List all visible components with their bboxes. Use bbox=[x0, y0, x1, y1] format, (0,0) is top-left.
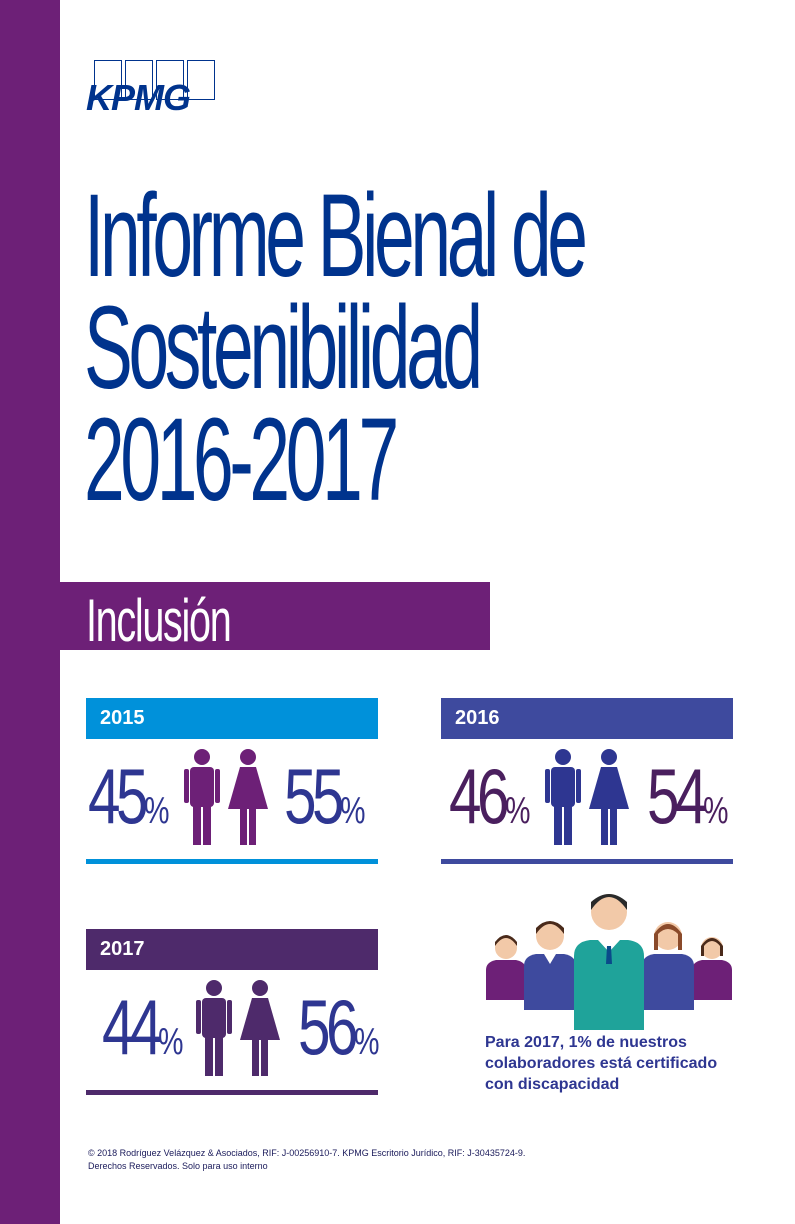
female-icon bbox=[589, 749, 629, 845]
people-group-illustration bbox=[484, 890, 736, 1030]
female-percentage: 56% bbox=[298, 983, 380, 1071]
copyright-footer bbox=[88, 1147, 648, 1173]
person-icon bbox=[642, 922, 694, 1010]
person-icon bbox=[486, 935, 526, 1000]
year-label: 2015 bbox=[86, 698, 378, 739]
male-percentage: 45% bbox=[88, 752, 170, 840]
male-icon bbox=[545, 749, 581, 845]
title-line-3: 2016-2017 bbox=[84, 394, 395, 526]
year-card-2015 bbox=[86, 698, 378, 864]
title-line-1: Informe Bienal de bbox=[84, 170, 584, 302]
male-icon bbox=[184, 749, 220, 845]
male-percentage: 44% bbox=[102, 983, 184, 1071]
report-title bbox=[84, 170, 764, 526]
female-icon bbox=[228, 749, 268, 845]
year-label: 2016 bbox=[441, 698, 733, 739]
gender-icons bbox=[543, 747, 639, 847]
person-icon bbox=[692, 937, 732, 1000]
footer-line-2: Derechos Reservados. Solo para uso interno bbox=[88, 1161, 268, 1171]
female-percentage: 54% bbox=[647, 752, 729, 840]
male-percentage: 46% bbox=[449, 752, 531, 840]
year-card-2016 bbox=[441, 698, 733, 864]
footer-line-1: © 2018 Rodríguez Velázquez & Asociados, RIF: J-00256910-7. KPMG Escritorio Jurídico, RIF: J-30435724-9. bbox=[88, 1148, 526, 1158]
title-line-2: Sostenibilidad bbox=[84, 282, 479, 414]
female-icon bbox=[240, 980, 280, 1076]
gender-icons bbox=[194, 978, 290, 1078]
year-label: 2017 bbox=[86, 929, 378, 970]
logo-wordmark: KPMG bbox=[86, 77, 190, 118]
person-icon bbox=[524, 921, 576, 1010]
section-banner bbox=[0, 582, 490, 654]
person-icon bbox=[574, 894, 644, 1030]
gender-icons bbox=[182, 747, 278, 847]
year-card-2017 bbox=[86, 929, 378, 1095]
male-icon bbox=[196, 980, 232, 1076]
disability-note: Para 2017, 1% de nuestros colaboradores está certificado con discapacidad bbox=[485, 1034, 718, 1093]
kpmg-logo bbox=[86, 60, 221, 116]
section-label: Inclusión bbox=[86, 587, 231, 654]
female-percentage: 55% bbox=[284, 752, 366, 840]
